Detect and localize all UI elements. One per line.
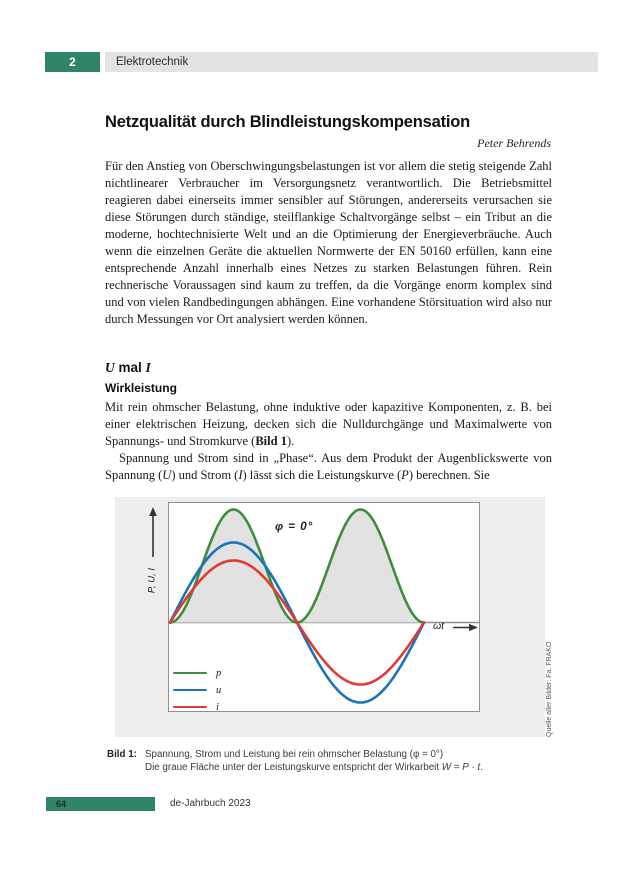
chart-legend: [173, 667, 221, 713]
legend-label-u: u: [216, 684, 222, 696]
chapter-header-bar: [105, 52, 598, 72]
heading-var-u: U: [105, 360, 115, 375]
paragraph-text: ).: [286, 434, 295, 448]
caption-line2: Die graue Fläche unter der Leistungskurve entspricht der Wirkarbeit W = P · t.: [145, 761, 483, 773]
section-heading-u-mal-i: [105, 360, 151, 376]
figure-bild1: [115, 497, 545, 737]
heading-mal: mal: [114, 360, 146, 375]
figure-reference: Bild 1: [255, 434, 287, 448]
footer-page-number: 64: [56, 799, 67, 809]
y-axis-label: P, U, I: [146, 567, 158, 594]
phase-annotation: φ = 0°: [275, 521, 314, 533]
chapter-title: Elektrotechnik: [116, 56, 189, 68]
x-axis-label: ωt: [433, 620, 445, 632]
legend-item-i: [173, 701, 221, 713]
paragraph-text: Mit rein ohmscher Belastung, ohne induktive oder kapazitive Komponenten, z. B. bei einer elektrischen Heizung, decken sich die Nulldurchgänge und Maximalwerte von Spannungs- und Stromkurve (: [105, 400, 552, 448]
legend-swatch-i: [173, 706, 207, 709]
paragraph-intro: Für den Anstieg von Oberschwingungsbelastungen ist vor allem die stetig steigende Zahl nichtlinearer Verbraucher im Versorgungsnetz verantwortlich. Die Betriebsmittel reagieren dabei einerseits immer sensibler auf Störungen, andererseits verursachen sie diese Störungen durch ständige, steilflankige Schaltvorgänge selbst – ein Tribut an die moderne, hochtechnisierte Welt und an die Optimierung der Energieverbräuche. Auch wenn die einzelnen Geräte die aktuellen Normwerte der EN 50160 erfüllen, kann eine entsprechende Anzahl innerhalb eines Netzes zu starken Belastungen führen. Rein rechnerische Voraussagen sind kaum zu treffen, da die Vorgänge enorm komplex sind und von vielen Randbedingungen abhängen. Eine vorhandene Störsituation wird also nur durch Messungen vor Ort analysiert werden können.: [105, 159, 552, 326]
var-t: t: [477, 761, 481, 773]
article-title: Netzqualität durch Blindleistungskompensation: [105, 113, 471, 132]
var-u: U: [162, 468, 172, 482]
var-w: W: [441, 761, 452, 773]
caption-label: Bild 1:: [107, 749, 137, 760]
legend-item-u: [173, 684, 221, 696]
article-author: Peter Behrends: [477, 136, 551, 150]
legend-label-i: i: [216, 701, 219, 713]
legend-swatch-u: [173, 689, 207, 692]
paragraph-phase: Spannung und Strom sind in „Phase“. Aus dem Produkt der Augenblickswerte von Spannung (U) und Strom (I) lässt sich die Leistungskurve (P) berechnen. Sie: [105, 451, 552, 482]
heading-var-i: I: [145, 360, 151, 375]
footer-publication: de-Jahrbuch 2023: [170, 798, 251, 809]
image-source-note: Quelle aller Bilder: Fa. FRAKO: [546, 641, 553, 737]
chapter-number-box: [45, 52, 100, 72]
chapter-number: 2: [69, 55, 76, 69]
legend-swatch-p: [173, 672, 207, 675]
var-p: P: [401, 468, 409, 482]
var-i: I: [238, 468, 243, 482]
legend-item-p: [173, 667, 221, 679]
up-arrow-icon: [149, 507, 157, 557]
legend-label-p: p: [216, 667, 222, 679]
figure-caption: [107, 749, 552, 774]
subsection-heading-wirkleistung: Wirkleistung: [105, 381, 177, 395]
var-p: P: [462, 761, 469, 773]
caption-line1: Spannung, Strom und Leistung bei rein ohmscher Belastung (φ = 0°): [145, 749, 444, 760]
footer-page-bar: [46, 797, 155, 811]
paragraph-wirkleistung: [105, 399, 552, 450]
caption-text: [145, 749, 552, 774]
